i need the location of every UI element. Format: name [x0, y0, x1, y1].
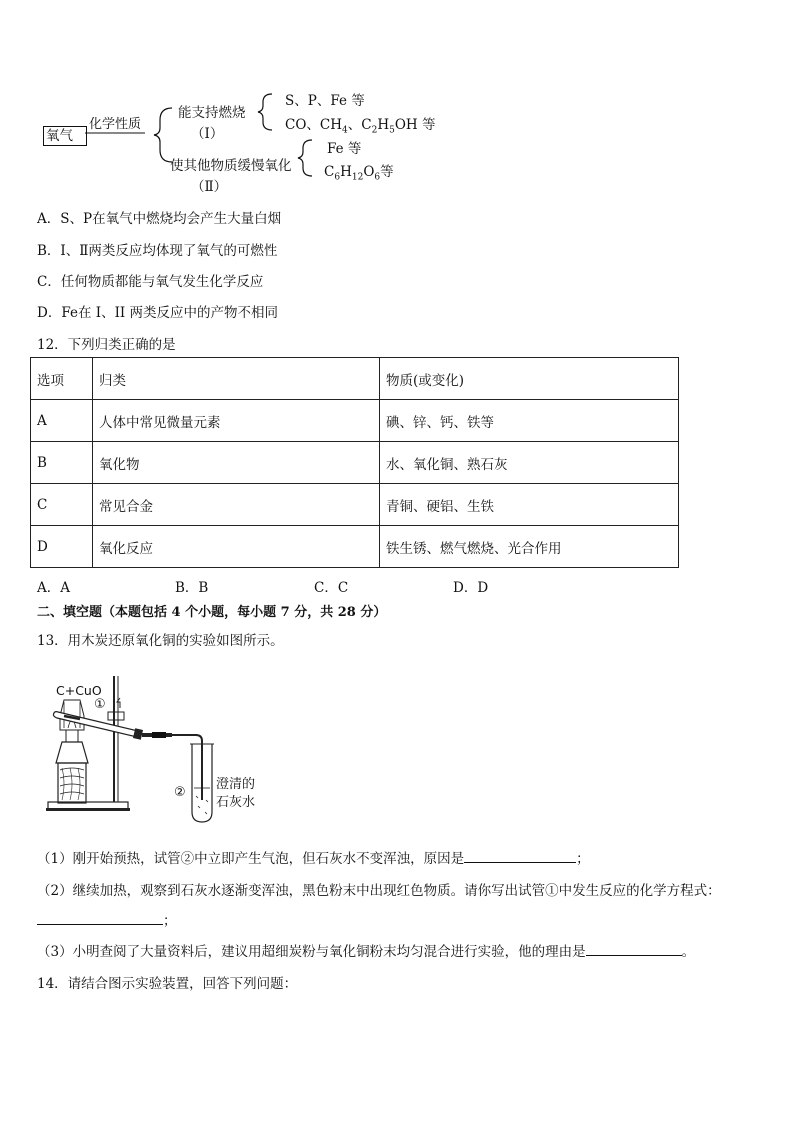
q11-option-c: C．任何物质都能与氧气发生化学反应 [37, 274, 264, 290]
table-row [31, 484, 679, 526]
q11-option-d: D．Fe在 I、II 两类反应中的产物不相同 [37, 305, 279, 321]
table-cell: 水、氧化铜、熟石灰 [380, 442, 679, 484]
table-cell: 铁生锈、燃气燃烧、光合作用 [380, 526, 679, 568]
header-cell: 物质(或变化) [380, 358, 679, 400]
table-row [31, 526, 679, 568]
q11-option-a: A．S、P在氧气中燃烧均会产生大量白烟 [37, 211, 282, 227]
branch1-tag: （Ⅰ） [191, 126, 224, 142]
header-cell: 归类 [93, 358, 380, 400]
table-cell: 人体中常见微量元素 [93, 400, 380, 442]
q13-part1: （1）刚开始预热，试管②中立即产生气泡，但石灰水不变浑浊，原因是 ； [37, 847, 590, 867]
oxygen-box: 氧气 [43, 126, 87, 146]
answer-blank-3[interactable] [586, 941, 682, 956]
table-cell: 碘、锌、钙、铁等 [380, 400, 679, 442]
q12-table [30, 357, 679, 568]
leaf-s-p-fe: S、P、Fe 等 [285, 93, 365, 109]
branch1-label: 能支持燃烧 [178, 105, 246, 121]
q13-stem: 13．用木炭还原氧化铜的实验如图所示。 [37, 633, 284, 649]
q12-choice-c: C．C [314, 580, 349, 596]
q13-part2: （2）继续加热，观察到石灰水逐渐变浑浊，黑色粉末中出现红色物质。请你写出试管①中发生反应的化学方程式： [37, 883, 721, 899]
table-row [31, 400, 679, 442]
table-row [31, 442, 679, 484]
q12-choice-b: B．B [175, 580, 209, 596]
table-cell: D [31, 526, 93, 568]
q14-stem: 14．请结合图示实验装置，回答下列问题： [37, 976, 298, 992]
table-cell: 氧化物 [93, 442, 380, 484]
table-cell: 常见合金 [93, 484, 380, 526]
answer-blank-2[interactable] [37, 910, 163, 925]
q13-part2-answer: ； [37, 909, 177, 929]
chem-prop-label: 化学性质 [89, 117, 142, 132]
table-cell: 青铜、硬铝、生铁 [380, 484, 679, 526]
q12-stem: 12．下列归类正确的是 [37, 337, 176, 353]
table-cell: 氧化反应 [93, 526, 380, 568]
q11-option-b: B．I、Ⅱ两类反应均体现了氧气的可燃性 [37, 243, 278, 259]
q12-choice-a: A．A [37, 580, 70, 596]
table-header-row [31, 358, 679, 400]
table-cell: B [31, 442, 93, 484]
section-title: 二、填空题（本题包括 4 个小题，每小题 7 分，共 28 分） [37, 605, 387, 620]
leaf-fe: Fe 等 [327, 141, 362, 157]
fig-label-reagent: C+CuO [56, 683, 102, 698]
table-cell: C [31, 484, 93, 526]
diagram-lines [0, 0, 794, 200]
fig-label-1: ① [94, 697, 106, 712]
header-cell: 选项 [31, 358, 93, 400]
table-cell: A [31, 400, 93, 442]
branch2-tag: （Ⅱ） [191, 179, 228, 195]
fig-label-lime2: 石灰水 [216, 795, 256, 810]
answer-blank-1[interactable] [464, 848, 576, 863]
q12-choice-d: D．D [453, 580, 489, 596]
branch2-label: 使其他物质缓慢氧化 [170, 158, 292, 174]
fig-label-2: ② [174, 785, 186, 800]
leaf-co-ch4-ethanol: CO、$CH_4$、$C_2H_5OH$ 等 [285, 117, 436, 136]
fig-label-lime1: 澄清的 [216, 777, 256, 792]
q13-part3: （3）小明查阅了大量资料后，建议用超细炭粉与氧化铜粉末均匀混合进行实验，他的理由是 。 [37, 940, 695, 960]
leaf-glucose: $C_6H_{12}O_6$等 [324, 164, 394, 183]
